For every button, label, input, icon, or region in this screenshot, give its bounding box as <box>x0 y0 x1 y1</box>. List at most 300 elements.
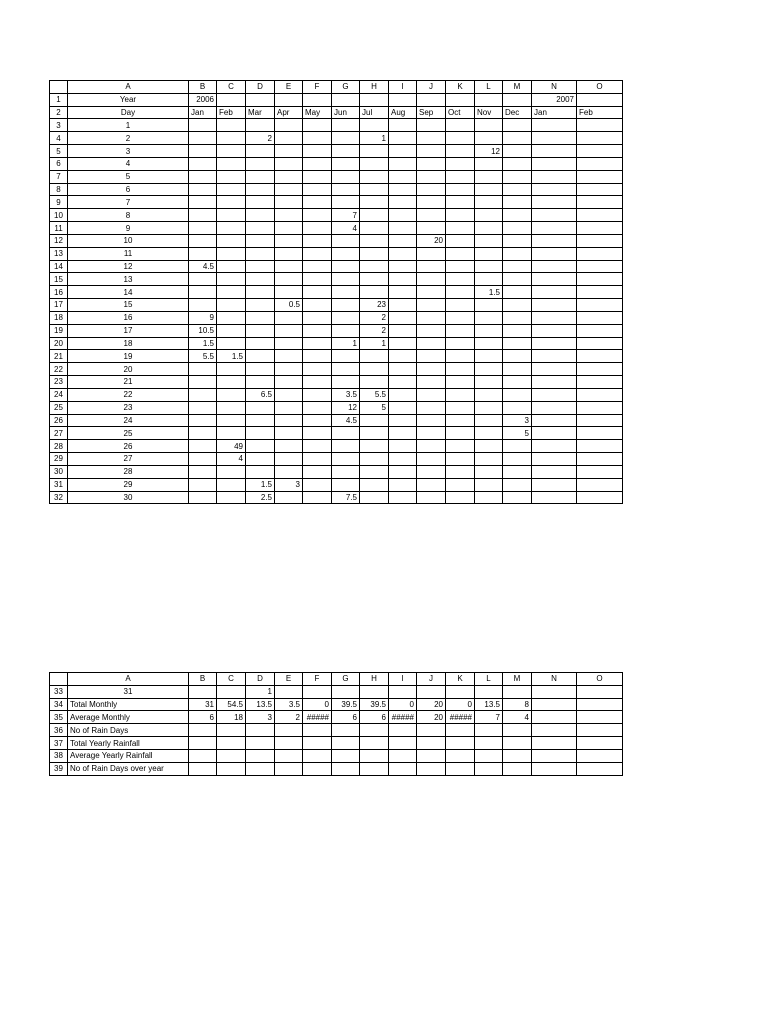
data-cell[interactable] <box>446 286 475 299</box>
data-cell[interactable]: 2006 <box>189 93 217 106</box>
data-cell[interactable]: 6 <box>332 711 360 724</box>
data-cell[interactable] <box>417 491 446 504</box>
data-cell[interactable] <box>275 183 303 196</box>
data-cell[interactable] <box>577 685 623 698</box>
data-cell[interactable] <box>189 132 217 145</box>
data-cell[interactable] <box>475 376 503 389</box>
data-cell[interactable] <box>446 93 475 106</box>
data-cell[interactable] <box>189 737 217 750</box>
data-cell[interactable] <box>446 737 475 750</box>
data-cell[interactable] <box>303 337 332 350</box>
row-label-cell[interactable]: 13 <box>68 273 189 286</box>
row-label-cell[interactable]: Day <box>68 106 189 119</box>
data-cell[interactable] <box>332 183 360 196</box>
data-cell[interactable] <box>389 311 417 324</box>
data-cell[interactable] <box>332 273 360 286</box>
data-cell[interactable]: 7.5 <box>332 491 360 504</box>
data-cell[interactable] <box>577 247 623 260</box>
data-cell[interactable] <box>303 234 332 247</box>
data-cell[interactable] <box>532 183 577 196</box>
data-cell[interactable] <box>417 183 446 196</box>
data-cell[interactable] <box>577 363 623 376</box>
data-cell[interactable] <box>577 157 623 170</box>
data-cell[interactable] <box>360 749 389 762</box>
data-cell[interactable] <box>275 311 303 324</box>
data-cell[interactable] <box>389 247 417 260</box>
data-cell[interactable] <box>360 157 389 170</box>
data-cell[interactable] <box>532 170 577 183</box>
data-cell[interactable] <box>275 465 303 478</box>
data-cell[interactable] <box>303 247 332 260</box>
data-cell[interactable] <box>532 376 577 389</box>
data-cell[interactable] <box>246 324 275 337</box>
data-cell[interactable]: 39.5 <box>332 698 360 711</box>
data-cell[interactable] <box>503 132 532 145</box>
data-cell[interactable] <box>189 145 217 158</box>
row-label-cell[interactable]: 2 <box>68 132 189 145</box>
data-cell[interactable]: 4 <box>503 711 532 724</box>
data-cell[interactable] <box>577 145 623 158</box>
row-label-cell[interactable]: 9 <box>68 222 189 235</box>
data-cell[interactable] <box>189 363 217 376</box>
row-label-cell[interactable]: 24 <box>68 414 189 427</box>
data-cell[interactable] <box>389 363 417 376</box>
data-cell[interactable] <box>246 337 275 350</box>
row-label-cell[interactable]: 30 <box>68 491 189 504</box>
data-cell[interactable] <box>303 749 332 762</box>
data-cell[interactable] <box>446 234 475 247</box>
row-label-cell[interactable]: 10 <box>68 234 189 247</box>
data-cell[interactable] <box>503 157 532 170</box>
data-cell[interactable] <box>275 453 303 466</box>
data-cell[interactable] <box>475 119 503 132</box>
data-cell[interactable] <box>189 286 217 299</box>
data-cell[interactable] <box>217 183 246 196</box>
data-cell[interactable] <box>303 427 332 440</box>
row-label-cell[interactable]: 6 <box>68 183 189 196</box>
data-cell[interactable] <box>503 196 532 209</box>
data-cell[interactable] <box>577 93 623 106</box>
data-cell[interactable]: 1.5 <box>217 350 246 363</box>
data-cell[interactable] <box>577 196 623 209</box>
data-cell[interactable] <box>475 196 503 209</box>
data-cell[interactable] <box>246 724 275 737</box>
data-cell[interactable] <box>360 685 389 698</box>
data-cell[interactable] <box>577 388 623 401</box>
data-cell[interactable] <box>503 453 532 466</box>
data-cell[interactable] <box>275 350 303 363</box>
data-cell[interactable] <box>360 478 389 491</box>
data-cell[interactable] <box>360 376 389 389</box>
data-cell[interactable] <box>275 388 303 401</box>
data-cell[interactable]: 2007 <box>532 93 577 106</box>
data-cell[interactable] <box>475 749 503 762</box>
data-cell[interactable] <box>532 337 577 350</box>
data-cell[interactable] <box>303 273 332 286</box>
data-cell[interactable] <box>503 324 532 337</box>
data-cell[interactable] <box>503 145 532 158</box>
data-cell[interactable] <box>189 440 217 453</box>
data-cell[interactable] <box>475 324 503 337</box>
data-cell[interactable] <box>446 132 475 145</box>
data-cell[interactable]: 7 <box>332 209 360 222</box>
data-cell[interactable] <box>577 491 623 504</box>
data-cell[interactable] <box>389 170 417 183</box>
data-cell[interactable]: 3.5 <box>332 388 360 401</box>
data-cell[interactable]: ##### <box>446 711 475 724</box>
data-cell[interactable] <box>532 749 577 762</box>
data-cell[interactable] <box>475 388 503 401</box>
data-cell[interactable] <box>189 762 217 775</box>
data-cell[interactable] <box>246 183 275 196</box>
data-cell[interactable] <box>303 145 332 158</box>
data-cell[interactable] <box>503 350 532 363</box>
data-cell[interactable] <box>217 762 246 775</box>
data-cell[interactable] <box>503 388 532 401</box>
data-cell[interactable] <box>217 737 246 750</box>
data-cell[interactable] <box>246 311 275 324</box>
data-cell[interactable] <box>475 724 503 737</box>
data-cell[interactable] <box>360 491 389 504</box>
data-cell[interactable] <box>189 376 217 389</box>
data-cell[interactable] <box>303 491 332 504</box>
data-cell[interactable] <box>417 453 446 466</box>
data-cell[interactable] <box>532 762 577 775</box>
data-cell[interactable] <box>417 737 446 750</box>
data-cell[interactable]: 5.5 <box>189 350 217 363</box>
data-cell[interactable] <box>246 453 275 466</box>
data-cell[interactable] <box>217 132 246 145</box>
data-cell[interactable] <box>503 337 532 350</box>
data-cell[interactable] <box>246 209 275 222</box>
data-cell[interactable] <box>389 453 417 466</box>
data-cell[interactable] <box>475 273 503 286</box>
data-cell[interactable] <box>446 222 475 235</box>
data-cell[interactable] <box>303 401 332 414</box>
data-cell[interactable] <box>475 737 503 750</box>
data-cell[interactable] <box>446 762 475 775</box>
data-cell[interactable] <box>577 401 623 414</box>
data-cell[interactable] <box>475 453 503 466</box>
data-cell[interactable] <box>303 157 332 170</box>
data-cell[interactable] <box>389 299 417 312</box>
data-cell[interactable]: 39.5 <box>360 698 389 711</box>
data-cell[interactable] <box>275 222 303 235</box>
data-cell[interactable] <box>577 762 623 775</box>
data-cell[interactable] <box>275 247 303 260</box>
data-cell[interactable] <box>217 260 246 273</box>
data-cell[interactable] <box>503 209 532 222</box>
row-label-cell[interactable]: 14 <box>68 286 189 299</box>
data-cell[interactable] <box>246 350 275 363</box>
data-cell[interactable] <box>189 724 217 737</box>
data-cell[interactable] <box>532 724 577 737</box>
data-cell[interactable] <box>389 401 417 414</box>
data-cell[interactable] <box>475 414 503 427</box>
data-cell[interactable] <box>303 299 332 312</box>
data-cell[interactable] <box>389 337 417 350</box>
row-label-cell[interactable]: 11 <box>68 247 189 260</box>
data-cell[interactable] <box>360 145 389 158</box>
data-cell[interactable] <box>503 737 532 750</box>
data-cell[interactable] <box>503 260 532 273</box>
data-cell[interactable] <box>217 222 246 235</box>
data-cell[interactable] <box>446 350 475 363</box>
data-cell[interactable]: 9 <box>189 311 217 324</box>
data-cell[interactable] <box>275 440 303 453</box>
data-cell[interactable] <box>389 273 417 286</box>
data-cell[interactable] <box>275 93 303 106</box>
data-cell[interactable] <box>417 247 446 260</box>
row-label-cell[interactable]: No of Rain Days <box>68 724 189 737</box>
data-cell[interactable] <box>246 414 275 427</box>
data-cell[interactable] <box>189 478 217 491</box>
data-cell[interactable] <box>332 157 360 170</box>
data-cell[interactable] <box>532 414 577 427</box>
data-cell[interactable] <box>475 260 503 273</box>
data-cell[interactable] <box>246 427 275 440</box>
row-label-cell[interactable]: Average Monthly <box>68 711 189 724</box>
row-label-cell[interactable]: 29 <box>68 478 189 491</box>
data-cell[interactable] <box>577 170 623 183</box>
data-cell[interactable] <box>475 247 503 260</box>
data-cell[interactable] <box>246 234 275 247</box>
data-cell[interactable] <box>217 196 246 209</box>
data-cell[interactable] <box>360 260 389 273</box>
data-cell[interactable] <box>446 363 475 376</box>
data-cell[interactable] <box>189 196 217 209</box>
data-cell[interactable] <box>446 337 475 350</box>
row-label-cell[interactable]: 3 <box>68 145 189 158</box>
data-cell[interactable] <box>303 132 332 145</box>
data-cell[interactable] <box>446 465 475 478</box>
data-cell[interactable] <box>332 234 360 247</box>
data-cell[interactable] <box>189 273 217 286</box>
data-cell[interactable]: 0 <box>389 698 417 711</box>
data-cell[interactable]: 18 <box>217 711 246 724</box>
data-cell[interactable] <box>417 363 446 376</box>
data-cell[interactable] <box>389 350 417 363</box>
data-cell[interactable] <box>446 273 475 286</box>
data-cell[interactable] <box>332 685 360 698</box>
data-cell[interactable] <box>577 698 623 711</box>
data-cell[interactable] <box>217 145 246 158</box>
data-cell[interactable] <box>360 170 389 183</box>
data-cell[interactable] <box>217 478 246 491</box>
data-cell[interactable] <box>189 157 217 170</box>
data-cell[interactable] <box>446 491 475 504</box>
data-cell[interactable] <box>246 286 275 299</box>
data-cell[interactable] <box>189 414 217 427</box>
data-cell[interactable] <box>389 119 417 132</box>
data-cell[interactable] <box>303 388 332 401</box>
data-cell[interactable]: 0 <box>303 698 332 711</box>
data-cell[interactable] <box>275 119 303 132</box>
data-cell[interactable] <box>417 749 446 762</box>
data-cell[interactable] <box>577 183 623 196</box>
row-label-cell[interactable]: 25 <box>68 427 189 440</box>
data-cell[interactable] <box>577 414 623 427</box>
data-cell[interactable] <box>360 427 389 440</box>
data-cell[interactable] <box>475 465 503 478</box>
data-cell[interactable] <box>217 388 246 401</box>
data-cell[interactable] <box>217 363 246 376</box>
data-cell[interactable] <box>217 157 246 170</box>
data-cell[interactable] <box>417 286 446 299</box>
data-cell[interactable]: 2 <box>360 311 389 324</box>
data-cell[interactable] <box>360 183 389 196</box>
data-cell[interactable] <box>417 762 446 775</box>
data-cell[interactable] <box>303 324 332 337</box>
data-cell[interactable] <box>417 299 446 312</box>
data-cell[interactable] <box>332 299 360 312</box>
data-cell[interactable] <box>577 711 623 724</box>
data-cell[interactable] <box>503 286 532 299</box>
data-cell[interactable] <box>577 427 623 440</box>
data-cell[interactable] <box>275 170 303 183</box>
data-cell[interactable] <box>577 286 623 299</box>
data-cell[interactable] <box>275 196 303 209</box>
data-cell[interactable] <box>217 311 246 324</box>
data-cell[interactable] <box>389 478 417 491</box>
data-cell[interactable] <box>503 491 532 504</box>
data-cell[interactable] <box>532 478 577 491</box>
data-cell[interactable] <box>417 350 446 363</box>
data-cell[interactable] <box>503 222 532 235</box>
data-cell[interactable] <box>503 119 532 132</box>
data-cell[interactable] <box>389 414 417 427</box>
data-cell[interactable] <box>532 401 577 414</box>
row-label-cell[interactable]: Total Monthly <box>68 698 189 711</box>
data-cell[interactable] <box>532 711 577 724</box>
data-cell[interactable] <box>246 260 275 273</box>
data-cell[interactable]: 3 <box>503 414 532 427</box>
data-cell[interactable]: 1.5 <box>475 286 503 299</box>
row-label-cell[interactable]: Year <box>68 93 189 106</box>
data-cell[interactable] <box>303 440 332 453</box>
data-cell[interactable] <box>389 749 417 762</box>
data-cell[interactable] <box>332 762 360 775</box>
data-cell[interactable] <box>360 93 389 106</box>
data-cell[interactable] <box>577 132 623 145</box>
data-cell[interactable] <box>417 260 446 273</box>
data-cell[interactable] <box>217 749 246 762</box>
row-label-cell[interactable]: 19 <box>68 350 189 363</box>
row-label-cell[interactable]: 20 <box>68 363 189 376</box>
data-cell[interactable] <box>532 286 577 299</box>
data-cell[interactable] <box>275 337 303 350</box>
data-cell[interactable] <box>389 762 417 775</box>
data-cell[interactable] <box>275 414 303 427</box>
data-cell[interactable] <box>332 196 360 209</box>
data-cell[interactable] <box>246 170 275 183</box>
data-cell[interactable] <box>332 247 360 260</box>
data-cell[interactable] <box>303 465 332 478</box>
data-cell[interactable]: 6 <box>189 711 217 724</box>
data-cell[interactable]: 4 <box>217 453 246 466</box>
data-cell[interactable] <box>303 414 332 427</box>
data-cell[interactable] <box>275 762 303 775</box>
data-cell[interactable] <box>446 119 475 132</box>
data-cell[interactable] <box>532 157 577 170</box>
row-label-cell[interactable]: 1 <box>68 119 189 132</box>
data-cell[interactable] <box>217 414 246 427</box>
data-cell[interactable] <box>275 401 303 414</box>
data-cell[interactable] <box>417 132 446 145</box>
data-cell[interactable] <box>246 762 275 775</box>
data-cell[interactable]: May <box>303 106 332 119</box>
data-cell[interactable] <box>246 737 275 750</box>
data-cell[interactable]: 10.5 <box>189 324 217 337</box>
data-cell[interactable] <box>360 119 389 132</box>
data-cell[interactable]: 6 <box>360 711 389 724</box>
data-cell[interactable] <box>217 491 246 504</box>
data-cell[interactable] <box>417 427 446 440</box>
data-cell[interactable] <box>446 157 475 170</box>
data-cell[interactable] <box>389 260 417 273</box>
data-cell[interactable] <box>446 247 475 260</box>
data-cell[interactable] <box>417 414 446 427</box>
data-cell[interactable] <box>417 273 446 286</box>
data-cell[interactable]: Jun <box>332 106 360 119</box>
data-cell[interactable]: 2 <box>360 324 389 337</box>
data-cell[interactable] <box>503 183 532 196</box>
row-label-cell[interactable]: Total Yearly Rainfall <box>68 737 189 750</box>
data-cell[interactable]: 7 <box>475 711 503 724</box>
data-cell[interactable] <box>389 145 417 158</box>
data-cell[interactable] <box>217 119 246 132</box>
data-cell[interactable] <box>475 478 503 491</box>
data-cell[interactable] <box>532 145 577 158</box>
data-cell[interactable] <box>417 324 446 337</box>
data-cell[interactable] <box>217 170 246 183</box>
data-cell[interactable] <box>577 299 623 312</box>
data-cell[interactable] <box>360 234 389 247</box>
data-cell[interactable] <box>360 350 389 363</box>
data-cell[interactable] <box>303 363 332 376</box>
data-cell[interactable] <box>503 363 532 376</box>
data-cell[interactable] <box>332 119 360 132</box>
row-label-cell[interactable]: 18 <box>68 337 189 350</box>
data-cell[interactable] <box>532 311 577 324</box>
data-cell[interactable] <box>275 324 303 337</box>
data-cell[interactable] <box>389 388 417 401</box>
data-cell[interactable] <box>417 119 446 132</box>
data-cell[interactable] <box>360 440 389 453</box>
data-cell[interactable] <box>446 724 475 737</box>
data-cell[interactable] <box>246 363 275 376</box>
data-cell[interactable] <box>189 183 217 196</box>
data-cell[interactable] <box>217 234 246 247</box>
data-cell[interactable] <box>303 222 332 235</box>
data-cell[interactable]: 13.5 <box>475 698 503 711</box>
data-cell[interactable] <box>303 183 332 196</box>
data-cell[interactable] <box>360 414 389 427</box>
data-cell[interactable] <box>446 685 475 698</box>
data-cell[interactable] <box>417 465 446 478</box>
data-cell[interactable] <box>446 388 475 401</box>
data-cell[interactable]: 5 <box>503 427 532 440</box>
data-cell[interactable] <box>577 465 623 478</box>
row-label-cell[interactable]: 4 <box>68 157 189 170</box>
data-cell[interactable] <box>275 234 303 247</box>
data-cell[interactable] <box>360 363 389 376</box>
data-cell[interactable] <box>389 491 417 504</box>
data-cell[interactable] <box>389 737 417 750</box>
data-cell[interactable]: Feb <box>577 106 623 119</box>
data-cell[interactable] <box>275 376 303 389</box>
data-cell[interactable] <box>389 93 417 106</box>
